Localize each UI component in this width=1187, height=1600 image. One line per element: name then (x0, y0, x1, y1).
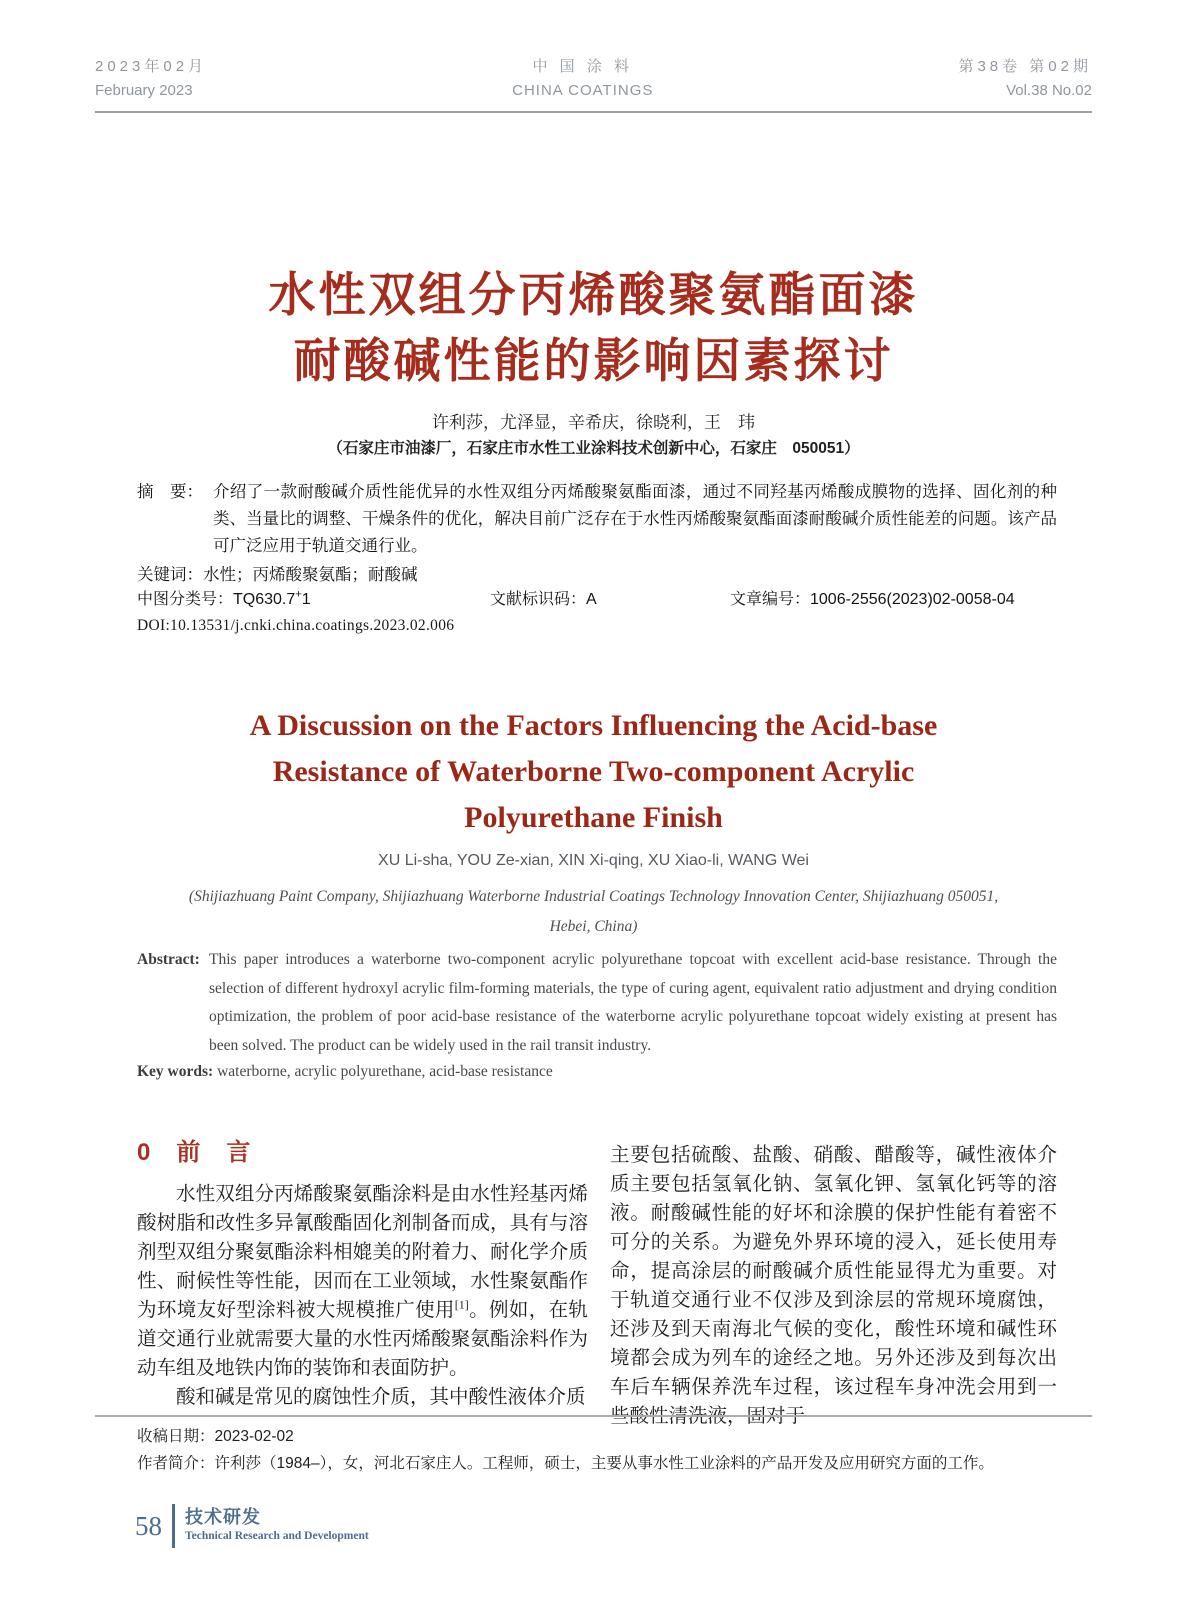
article-title-cn-line1: 水性双组分丙烯酸聚氨酯面漆 (268, 268, 919, 321)
header-journal-cn: 中 国 涂 料 (532, 58, 633, 75)
page-number: 58 (135, 1511, 162, 1541)
authors-cn: 许利莎，尤泽显，辛希庆，徐晓利，王 玮 (432, 413, 755, 432)
authors-en: XU Li-sha, YOU Ze-xian, XIN Xi-qing, XU Xiao-li, WANG Wei (378, 852, 809, 869)
footer-divider-bar (172, 1504, 175, 1548)
abstract-cn (137, 479, 1057, 560)
body-column-right (610, 1138, 1057, 1431)
header-date (95, 55, 207, 103)
footer-column-title (185, 1504, 369, 1548)
section-0-heading (137, 1138, 588, 1168)
keywords-en-text: waterborne, acrylic polyurethane, acid-base resistance (217, 1063, 553, 1080)
section-0-number: 0 (137, 1139, 151, 1166)
affiliation-en-line2: Hebei, China) (549, 918, 638, 935)
header-date-en: February 2023 (95, 82, 193, 99)
abstract-en (137, 946, 1057, 1060)
article-title-en-line1: A Discussion on the Factors Influencing the Acid-base (249, 709, 938, 742)
keywords-en (137, 1063, 1057, 1081)
clc-superscript: + (295, 588, 302, 601)
clc-number: 中图分类号：TQ630.7+1 (137, 588, 311, 608)
abstract-cn-label: 摘 要： (137, 483, 203, 501)
keywords-cn-label: 关键词： (137, 566, 203, 584)
article-title-en-line3: Polyurethane Finish (464, 801, 723, 834)
header-issue-en: Vol.38 No.02 (1006, 82, 1092, 99)
keywords-cn (137, 561, 1057, 585)
article-title-en (0, 703, 1187, 841)
paragraph-intro-2: 酸和碱是常见的腐蚀性介质，其中酸性液体介质 (176, 1387, 586, 1408)
header-journal-name (512, 55, 653, 103)
author-bio: 作者简介：许利莎（1984–），女，河北石家庄人。工程师，硕士，主要从事水性工业涂料的产品开发及应用研究方面的工作。 (137, 1455, 994, 1472)
header-journal-en: CHINA COATINGS (512, 82, 654, 99)
footer-column-cn: 技术研发 (185, 1507, 261, 1527)
header-issue (958, 55, 1092, 103)
header-issue-cn: 第38卷 第02期 (958, 58, 1092, 75)
doi: DOI:10.13531/j.cnki.china.coatings.2023.02.006 (137, 617, 455, 634)
affiliation-en-line1: (Shijiazhuang Paint Company, Shijiazhuang Waterborne Industrial Coatings Technology Innovation Center, Shijiazhuang 050051, (188, 888, 999, 905)
footnote-divider (95, 1415, 1092, 1417)
article-title-cn-line2: 耐酸碱性能的影响因素探讨 (293, 334, 894, 387)
paragraph-intro-1: 水性双组分丙烯酸聚氨酯涂料是由水性羟基丙烯酸树脂和改性多异氰酸酯固化剂制备而成，具有与溶剂型双组分聚氨酯涂料相媲美的附着力、耐化学介质性、耐候性等性能，因而在工业领域，水性聚氨酯作为环境友好型涂料被大规模推广使用[1]。例如，在轨道交通行业就需要大量的水性丙烯酸聚氨酯涂料作为动车组及地铁内饰的装饰和表面防护。 (137, 1184, 588, 1379)
body-column-left (137, 1138, 588, 1431)
journal-header (95, 55, 1092, 113)
classification-row (137, 586, 1057, 610)
page-footer (135, 1504, 369, 1548)
citation-ref-1: [1] (454, 1297, 469, 1312)
abstract-en-text: This paper introduces a waterborne two-component acrylic polyurethane topcoat with excellent acid-base resistance. Through the selection of different hydroxyl acrylic film-forming materials, the type of curing agent, equivalent ratio adjustment and drying condition optimization, the problem of poor acid-base resistance of the waterborne acrylic polyurethane topcoat widely existing at present has been solved. The product can be widely used in the rail transit industry. (209, 951, 1057, 1054)
article-title-cn (0, 262, 1187, 394)
article-number: 文章编号：1006-2556(2023)02-0058-04 (730, 591, 1015, 608)
section-0-title: 前言 (176, 1139, 277, 1166)
document-code: 文献标识码：A (490, 591, 597, 608)
keywords-en-label: Key words: (137, 1063, 214, 1080)
keywords-cn-text: 水性；丙烯酸聚氨酯；耐酸碱 (203, 566, 418, 584)
affiliation-cn: （石家庄市油漆厂，石家庄市水性工业涂料技术创新中心，石家庄 050051） (327, 440, 860, 457)
footer-column-en: Technical Research and Development (185, 1530, 369, 1542)
header-date-cn: 2023年02月 (95, 58, 208, 75)
article-title-en-line2: Resistance of Waterborne Two-component Acrylic (272, 755, 915, 788)
body-columns (137, 1138, 1057, 1431)
abstract-en-label: Abstract: (137, 951, 200, 968)
received-date: 收稿日期：2023-02-02 (137, 1428, 294, 1445)
abstract-cn-text: 介绍了一款耐酸碱介质性能优异的水性双组分丙烯酸聚氨酯面漆，通过不同羟基丙烯酸成膜物的选择、固化剂的种类、当量比的调整、干燥条件的优化，解决目前广泛存在于水性丙烯酸聚氨酯面漆耐酸碱介质性能差的问题。该产品可广泛应用于轨道交通行业。 (213, 483, 1057, 555)
paragraph-intro-2-continued: 主要包括硫酸、盐酸、硝酸、醋酸等，碱性液体介质主要包括氢氧化钠、氢氧化钾、氢氧化钙等的溶液。耐酸碱性能的好坏和涂膜的保护性能有着密不可分的关系。为避免外界环境的浸入，延长使用寿命，提高涂层的耐酸碱介质性能显得尤为重要。对于轨道交通行业不仅涉及到涂层的常规环境腐蚀，还涉及到天南海北气候的变化，酸性环境和碱性环境都会成为列车的途经之地。另外还涉及到每次出车后车辆保养洗车过程，该过程车身冲洗会用到一些酸性清洗液，固对于 (610, 1145, 1057, 1427)
affiliation-en (0, 882, 1187, 942)
